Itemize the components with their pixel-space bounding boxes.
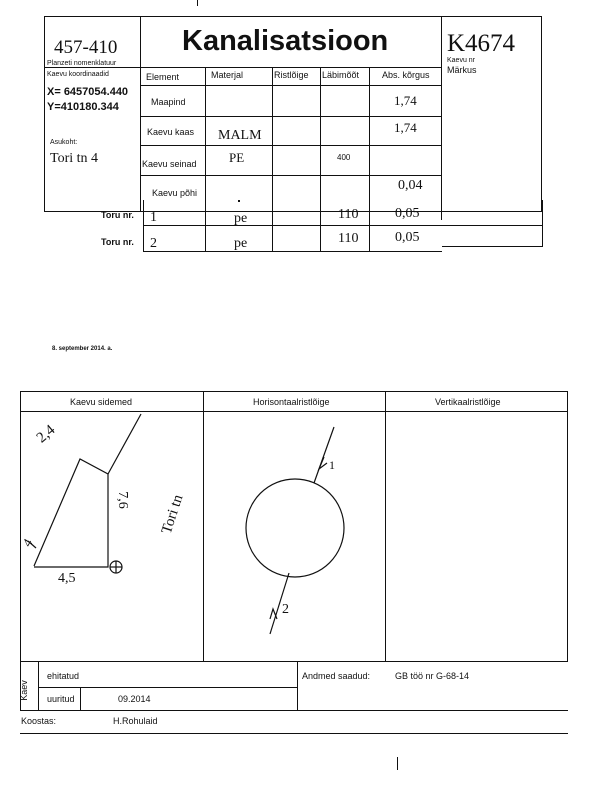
- table-row-line: [140, 145, 442, 146]
- table-row-line: [143, 225, 543, 226]
- table-row-line: [140, 175, 442, 176]
- pipe-labimoot: 110: [338, 231, 359, 246]
- pipe-in-label-2: 2: [282, 602, 289, 617]
- row-element: Kaevu põhi: [152, 188, 198, 198]
- row-abs: 0,04: [398, 178, 423, 193]
- horizontal-section: [203, 411, 385, 662]
- sketch-dim-2-4: 2,4: [33, 421, 59, 447]
- address-label: Asukoht:: [50, 139, 78, 146]
- table-row-line: [140, 85, 442, 86]
- footer-ehitatud-label: ehitatud: [47, 671, 80, 681]
- footer-source-value: GB töö nr G-68-14: [395, 671, 470, 681]
- pipe-label: Toru nr.: [101, 237, 134, 247]
- footer-line: [38, 687, 297, 688]
- header-title-underline: [44, 67, 442, 68]
- sketch-divider: [385, 391, 386, 662]
- row-materjal: PE: [229, 150, 245, 165]
- sketch-header-horisontaal: Horisontaalristlõige: [253, 397, 330, 407]
- table-col-line: [542, 200, 543, 247]
- table-row-line: [140, 116, 442, 117]
- pipe-abs: 0,05: [395, 230, 420, 245]
- pipe-labimoot: 110: [338, 207, 359, 222]
- page-title: Kanalisatsioon: [182, 25, 389, 57]
- tie-sketch: [20, 411, 203, 662]
- sketch-street-label: Tori tn: [158, 492, 187, 536]
- row-materjal: MALM: [218, 128, 262, 143]
- pipe-in-label-1: 1: [329, 458, 335, 472]
- pipe-abs: 0,05: [395, 206, 420, 221]
- nomenclature-label: Planzeti nomenklatuur: [47, 60, 117, 67]
- footer-uuritud-value: 09.2014: [118, 694, 151, 704]
- pipe-nr: 1: [150, 210, 157, 225]
- scan-mark: [197, 0, 198, 6]
- well-number: K4674: [447, 30, 516, 57]
- row-element: Maapind: [151, 97, 186, 107]
- footer-line: [297, 662, 298, 710]
- coords-label: Kaevu koordinaadid: [47, 71, 109, 78]
- header-divider-right: [441, 16, 442, 220]
- coord-x: X= 6457054.440: [47, 86, 129, 98]
- footer-author-value: H.Rohulaid: [113, 716, 158, 726]
- date-text: 8. september 2014. a.: [52, 346, 113, 352]
- well-number-label: Kaevu nr: [447, 57, 476, 64]
- pipe-materjal: pe: [234, 236, 248, 251]
- sketch-dim-7-6: 7,6: [114, 491, 130, 509]
- footer-uuritud-label: uuritud: [47, 694, 75, 704]
- row-abs: 1,74: [394, 120, 417, 135]
- coord-y: Y=410180.344: [47, 101, 119, 113]
- pipe-nr: 2: [150, 236, 157, 251]
- col-header-abs: Abs. kõrgus: [382, 70, 430, 80]
- footer-line: [80, 687, 81, 710]
- pipe-materjal: pe: [234, 211, 248, 226]
- col-header-element: Element: [146, 72, 180, 82]
- header-divider-left: [140, 16, 141, 212]
- scan-mark: [397, 757, 398, 770]
- footer-line: [20, 710, 568, 711]
- footer-author-label: Koostas:: [21, 716, 57, 726]
- scan-dot: [238, 200, 240, 202]
- sketch-dim-4-5: 4,5: [58, 571, 76, 586]
- table-col-line: [143, 200, 144, 252]
- table-row-line: [143, 251, 442, 252]
- sketch-header-sidemed: Kaevu sidemed: [70, 397, 133, 407]
- row-element: Kaevu seinad: [142, 159, 197, 169]
- col-header-materjal: Materjal: [211, 70, 244, 80]
- sketch-dim-4: 4: [19, 535, 36, 550]
- pipe-label: Toru nr.: [101, 210, 134, 220]
- nomenclature-value: 457-410: [54, 37, 118, 58]
- col-header-markus: Märkus: [447, 65, 477, 75]
- row-element: Kaevu kaas: [147, 127, 195, 137]
- table-row-line: [442, 246, 543, 247]
- footer-line: [20, 733, 568, 734]
- col-header-labimoot: Läbimõõt: [322, 70, 360, 80]
- row-labimoot: 400: [337, 153, 351, 162]
- sketch-header-vertikaal: Vertikaalristlõige: [435, 397, 501, 407]
- col-header-ristloige: Ristlõige: [274, 70, 309, 80]
- address-value: Tori tn 4: [50, 151, 99, 166]
- footer-line: [38, 662, 39, 710]
- row-abs: 1,74: [394, 93, 417, 108]
- footer-kaev-label: Kaev: [18, 680, 29, 701]
- footer-source-label: Andmed saadud:: [302, 671, 371, 681]
